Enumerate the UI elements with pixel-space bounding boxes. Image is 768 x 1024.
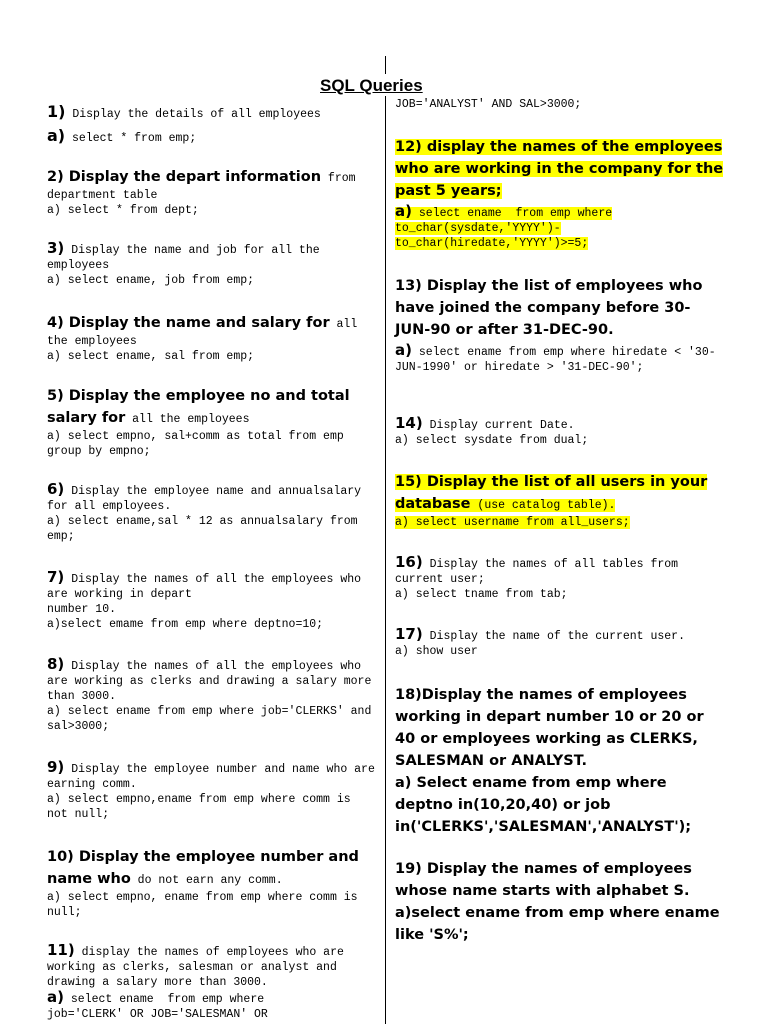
question-12: 12) display the names of the employees who are working in the company for the past 5 years; a) select ename from emp where to_char(sysdate,'YYYY')- to_char(hiredate,'YYYY')>=5;	[395, 139, 724, 250]
question-19: 19) Display the names of employees whose name starts with alphabet S. a)select ename from emp where ename like 'S%';	[395, 861, 720, 943]
column-divider-top	[385, 56, 386, 74]
question-11: 11) display the names of employees who are working as clerks, salesman or analyst and drawing a salary more than 3000. a) select ename from emp where job='CLERK' OR JOB='SALESMAN' OR	[47, 941, 351, 1021]
column-divider	[385, 96, 386, 1024]
question-1: 1) Display the details of all employees a) select * from emp;	[47, 102, 321, 145]
question-14: 14) Display current Date. a) select sysdate from dual;	[395, 414, 589, 447]
question-2: 2) Display the depart information from department table a) select * from dept;	[47, 169, 363, 217]
question-7: 7) Display the names of all the employees who are working in depart number 10. a)select emame from emp where deptno=10;	[47, 568, 368, 631]
page-title: SQL Queries	[320, 76, 423, 95]
question-3: 3) Display the name and job for all the employees a) select ename, job from emp;	[47, 239, 327, 287]
question-17: 17) Display the name of the current user. a) show user	[395, 625, 685, 658]
question-4: 4) Display the name and salary for all the employees a) select ename, sal from emp;	[47, 315, 365, 363]
question-11-continued: JOB='ANALYST' AND SAL>3000;	[395, 98, 582, 111]
question-18: 18)Display the names of employees working in depart number 10 or 20 or 40 or employees working as CLERKS, SALESMAN or ANALYST. a) Select ename from emp where deptno in(10,20,40) or job in('CLERKS','SALESMAN','ANALYST');	[395, 687, 704, 835]
question-10: 10) Display the employee number and name who do not earn any comm. a) select empno, ename from emp where comm is null;	[47, 849, 365, 919]
question-15: 15) Display the list of all users in your database (use catalog table). a) select username from all_users;	[395, 474, 708, 529]
question-8: 8) Display the names of all the employees who are working as clerks and drawing a salary more than 3000. a) select ename from emp where job='CLERKS' and sal>3000;	[47, 655, 379, 733]
question-5: 5) Display the employee no and total salary for all the employees a) select empno, sal+comm as total from emp group by empno;	[47, 388, 351, 458]
question-13: 13) Display the list of employees who have joined the company before 30-JUN-90 or after 31-DEC-90. a) select ename from emp where hiredate < '30-JUN-1990' or hiredate > '31-DEC-90';	[395, 278, 716, 374]
question-16: 16) Display the names of all tables from current user; a) select tname from tab;	[395, 553, 685, 601]
question-9: 9) Display the employee number and name who are earning comm. a) select empno,ename from emp where comm is not null;	[47, 758, 382, 821]
question-6: 6) Display the employee name and annualsalary for all employees. a) select ename,sal * 12 as annualsalary from emp;	[47, 480, 368, 543]
